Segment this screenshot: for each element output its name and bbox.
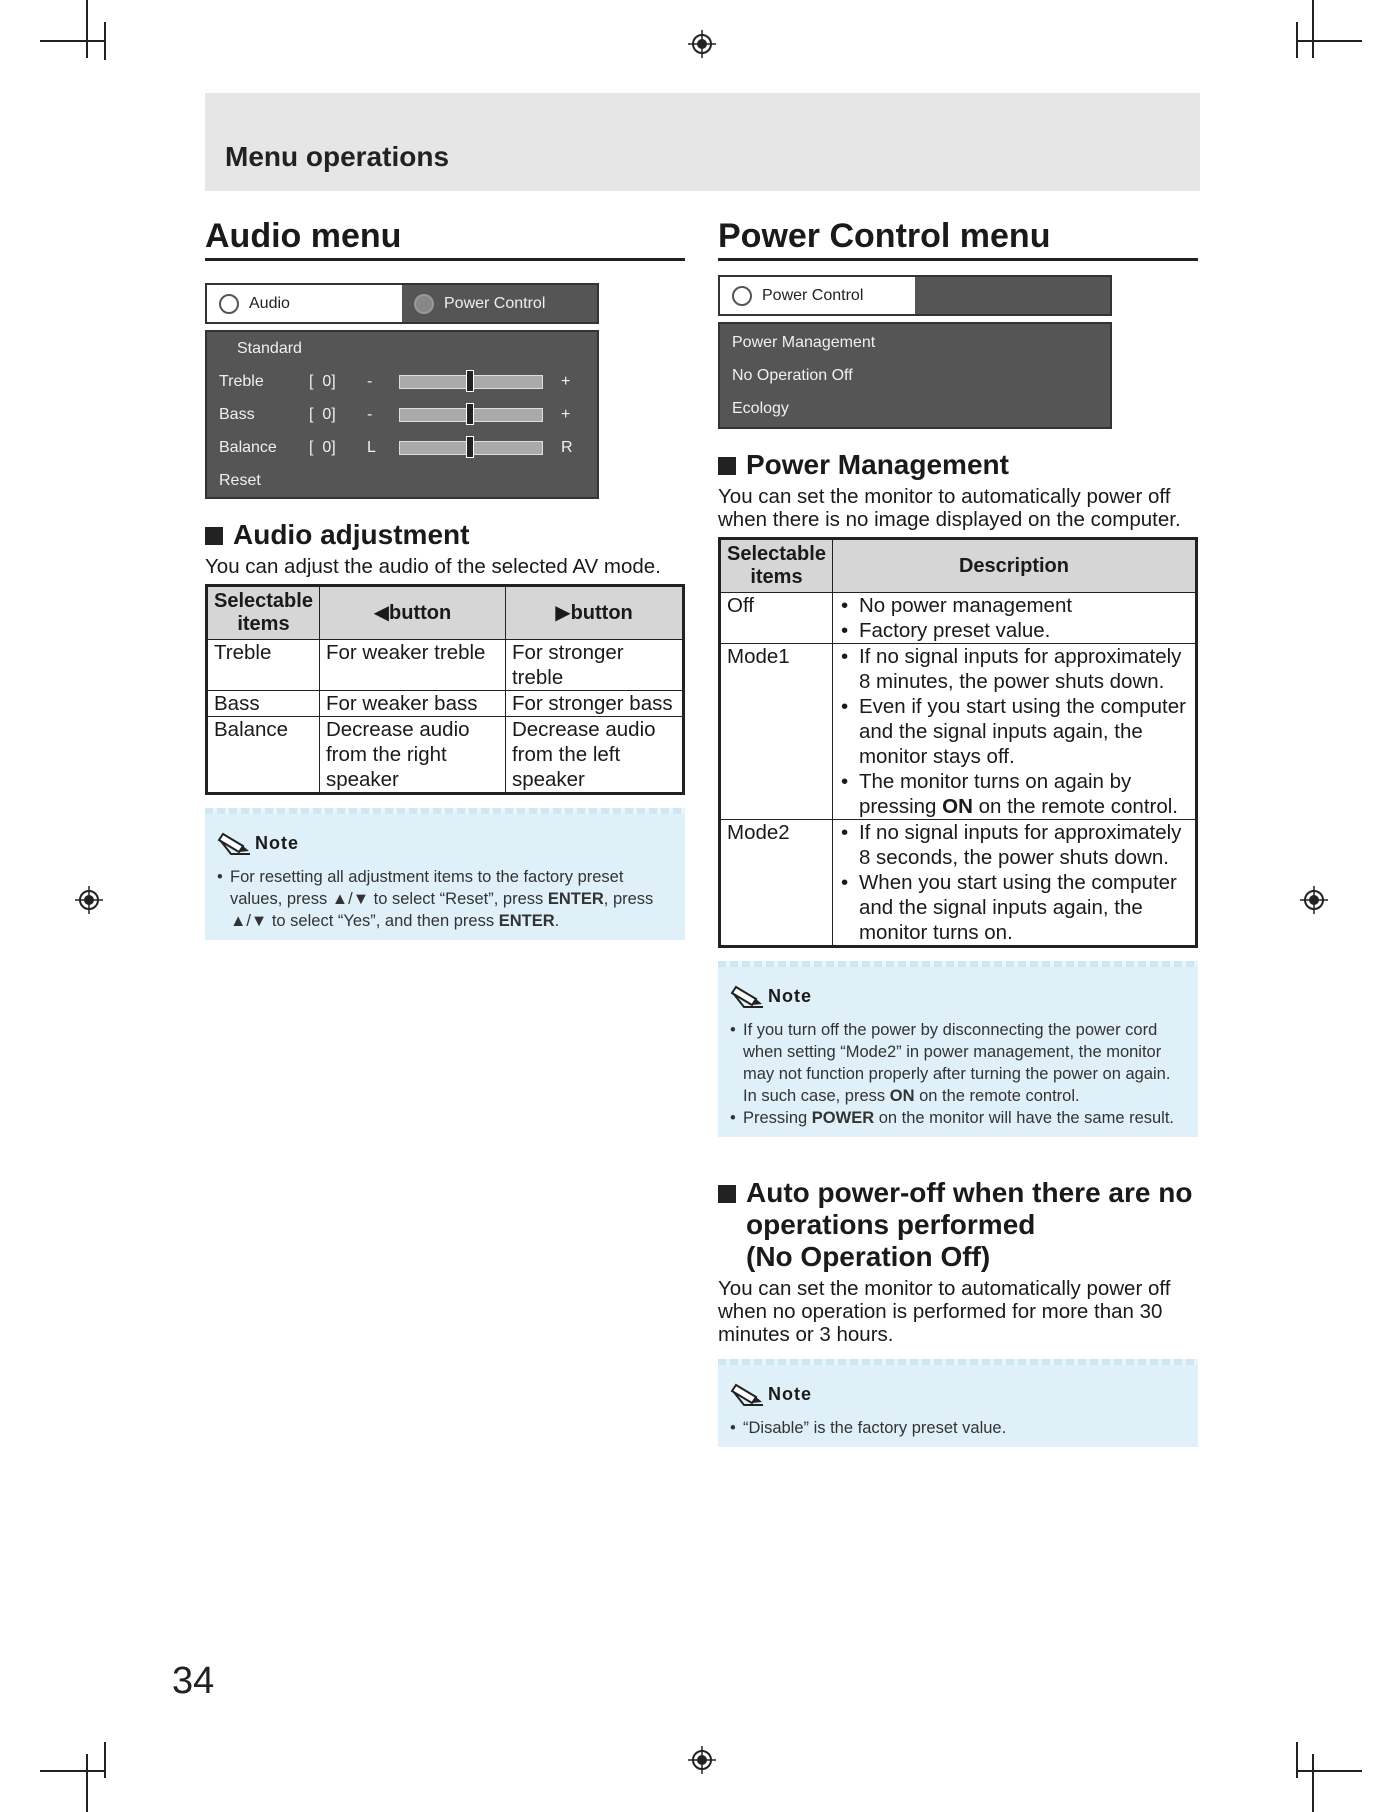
registration-mark-icon: [1300, 886, 1328, 914]
power-icon: [414, 294, 434, 314]
note-text: , press ▲/▼ to select “Yes”, and then press: [230, 890, 654, 930]
list-bold: ON: [942, 795, 973, 818]
note-header: [730, 1379, 1186, 1409]
list-item: [839, 769, 1189, 819]
audio-description: You can adjust the audio of the selected AV mode.: [205, 555, 661, 578]
note-bold: POWER: [811, 1109, 875, 1127]
osd-row-value: [ 0]: [309, 438, 336, 456]
power-control-title: Power Control menu: [718, 216, 1198, 261]
table-cell: Decrease audio from the left speaker: [505, 717, 683, 794]
table-cell: Mode1: [720, 644, 833, 820]
osd-row-minus: L: [367, 438, 376, 456]
power-icon: [732, 286, 752, 306]
osd-tab-label: Power Control: [762, 286, 864, 304]
table-cell: For stronger treble: [505, 640, 683, 691]
auto-power-off-title: [746, 1177, 1192, 1273]
table-cell: Balance: [207, 717, 320, 794]
power-osd-panel: [718, 322, 1112, 429]
speaker-icon: [219, 294, 239, 314]
osd-row-value: [ 0]: [309, 372, 336, 390]
table-cell: For weaker bass: [319, 691, 505, 717]
table-cell: [832, 820, 1196, 947]
list-text: The monitor turns on again by pressing: [858, 770, 1132, 818]
table-cell: Mode2: [720, 820, 833, 947]
crop-mark: [86, 0, 88, 58]
note-text: .: [554, 912, 560, 930]
table-cell: Decrease audio from the right speaker: [319, 717, 505, 794]
audio-adjustment-title: Audio adjustment: [233, 519, 470, 550]
osd-tab-power-control: [720, 277, 915, 314]
registration-mark-icon: [688, 1746, 716, 1774]
osd-item: [720, 359, 1110, 392]
osd-row-minus: -: [367, 372, 373, 390]
osd-slider: [399, 408, 543, 422]
audio-adjustment-heading: [205, 519, 685, 551]
note-label: Note: [768, 1383, 812, 1404]
osd-row-minus: -: [367, 405, 373, 423]
osd-item-label: Power Management: [732, 333, 876, 351]
table-cell: [832, 593, 1196, 644]
note-text: on the monitor will have the same result.: [874, 1109, 1175, 1127]
crop-mark: [86, 1754, 88, 1812]
note-text: on the remote control.: [914, 1087, 1080, 1105]
osd-slider: [399, 375, 543, 389]
osd-row-label: Treble: [219, 372, 264, 390]
auto-power-off-heading: [718, 1177, 1198, 1273]
power-osd-tabs: [718, 275, 1112, 316]
slider-knob: [466, 370, 474, 392]
osd-item-label: Ecology: [732, 399, 789, 417]
list-item: • No power management: [839, 593, 1189, 618]
page-header-title: Menu operations: [225, 141, 450, 172]
table-header: Selectable items: [720, 539, 833, 593]
osd-item-label: No Operation Off: [732, 366, 853, 384]
pencil-note-icon: [730, 981, 766, 1011]
list-item: • When you start using the computer and the signal inputs again, the monitor turns on.: [839, 870, 1189, 945]
osd-mode: [207, 332, 597, 365]
auto-power-off-note: [718, 1362, 1198, 1447]
header-band: [205, 93, 1200, 191]
note-text: For resetting all adjustment items to the factory preset values, press ▲/▼ to select “Reset”, press: [230, 868, 624, 908]
power-management-description: You can set the monitor to automatically power off when there is no image displayed on the computer.: [718, 485, 1181, 531]
audio-osd-tabs: [205, 283, 599, 324]
note-text: If you turn off the power by disconnecting the power cord when setting “Mode2” in power management, the monitor may not function properly after turning the power on again. In such case, press: [743, 1021, 1171, 1105]
auto-power-off-description: You can set the monitor to automatically power off when no operation is performed for more than 30 minutes or 3 hours.: [718, 1277, 1171, 1346]
note-label: Note: [255, 832, 299, 853]
note-text: Pressing: [743, 1109, 812, 1127]
osd-tab-audio: [207, 285, 402, 322]
registration-mark-icon: [75, 886, 103, 914]
power-management-title: Power Management: [746, 449, 1009, 480]
table-cell: Bass: [207, 691, 320, 717]
note-bold: ENTER: [498, 912, 555, 930]
list-item: • If no signal inputs for approximately 8 minutes, the power shuts down.: [839, 644, 1189, 694]
osd-row-reset: [207, 464, 597, 497]
table-header: Selectable items: [207, 586, 320, 640]
power-control-section: [718, 216, 1198, 1447]
list-item: • If no signal inputs for approximately 8 seconds, the power shuts down.: [839, 820, 1189, 870]
table-header: Description: [832, 539, 1196, 593]
osd-row-treble: [207, 365, 597, 398]
crop-mark: [40, 40, 106, 42]
slider-knob: [466, 436, 474, 458]
table-cell: For stronger bass: [505, 691, 683, 717]
list-item: • Even if you start using the computer and the signal inputs again, the monitor stays off.: [839, 694, 1189, 769]
table-cell: For weaker treble: [319, 640, 505, 691]
audio-menu-section: [205, 216, 685, 940]
osd-row-balance: [207, 431, 597, 464]
crop-mark: [1296, 40, 1362, 42]
crop-mark: [40, 1770, 106, 1772]
note-header: [217, 828, 673, 858]
table-row: [207, 691, 684, 717]
osd-item: [720, 392, 1110, 425]
crop-mark: [1296, 1742, 1298, 1778]
osd-mode-label: Standard: [237, 339, 302, 357]
page-number: 34: [172, 1660, 215, 1702]
list-item: • Factory preset value.: [839, 618, 1189, 643]
power-management-heading: [718, 449, 1198, 481]
osd-reset-label: Reset: [219, 471, 261, 489]
pencil-note-icon: [730, 1379, 766, 1409]
audio-table: [205, 584, 685, 795]
crop-mark: [104, 1742, 106, 1778]
pencil-note-icon: [217, 828, 253, 858]
crop-mark: [104, 58, 106, 60]
heading-line: operations performed: [746, 1209, 1036, 1240]
table-row: [720, 820, 1197, 947]
audio-osd-panel: [205, 330, 599, 499]
table-row: [720, 593, 1197, 644]
osd-tab-power-control: [402, 285, 597, 322]
osd-row-bass: [207, 398, 597, 431]
audio-note: [205, 811, 685, 940]
table-row: [720, 644, 1197, 820]
note-header: [730, 981, 1186, 1011]
power-note: [718, 964, 1198, 1137]
osd-row-label: Bass: [219, 405, 255, 423]
osd-tab-label: Power Control: [444, 294, 546, 312]
crop-mark: [1296, 22, 1298, 58]
table-cell: [832, 644, 1196, 820]
table-header: ◀button: [319, 586, 505, 640]
audio-menu-title: Audio menu: [205, 216, 685, 261]
note-item: [730, 1107, 1186, 1129]
table-cell: Off: [720, 593, 833, 644]
heading-line: (No Operation Off): [746, 1241, 991, 1272]
table-row: [207, 717, 684, 794]
note-bold: ON: [889, 1087, 915, 1105]
table-cell: Treble: [207, 640, 320, 691]
osd-row-plus: R: [561, 438, 573, 456]
crop-mark: [1296, 1770, 1362, 1772]
note-item: [730, 1019, 1186, 1107]
heading-line: Auto power-off when there are no: [746, 1177, 1193, 1208]
square-bullet-icon: [718, 457, 736, 475]
list-text: on the remote control.: [972, 795, 1179, 818]
osd-row-plus: +: [561, 372, 571, 390]
osd-row-plus: +: [561, 405, 571, 423]
table-header: ▶button: [505, 586, 683, 640]
power-table: [718, 537, 1198, 948]
crop-mark: [1312, 1754, 1314, 1812]
slider-knob: [466, 403, 474, 425]
note-item: • “Disable” is the factory preset value.: [730, 1417, 1186, 1439]
note-label: Note: [768, 985, 812, 1006]
crop-mark: [1312, 0, 1314, 58]
crop-mark: [104, 22, 106, 58]
osd-row-label: Balance: [219, 438, 277, 456]
osd-row-value: [ 0]: [309, 405, 336, 423]
table-row: [207, 640, 684, 691]
square-bullet-icon: [205, 527, 223, 545]
registration-mark-icon: [688, 30, 716, 58]
square-bullet-icon: [718, 1185, 736, 1203]
osd-slider: [399, 441, 543, 455]
note-item: [217, 866, 673, 932]
osd-item: [720, 326, 1110, 359]
osd-tab-label: Audio: [249, 294, 290, 312]
note-bold: ENTER: [547, 890, 604, 908]
osd-tab-empty: [915, 277, 1110, 314]
